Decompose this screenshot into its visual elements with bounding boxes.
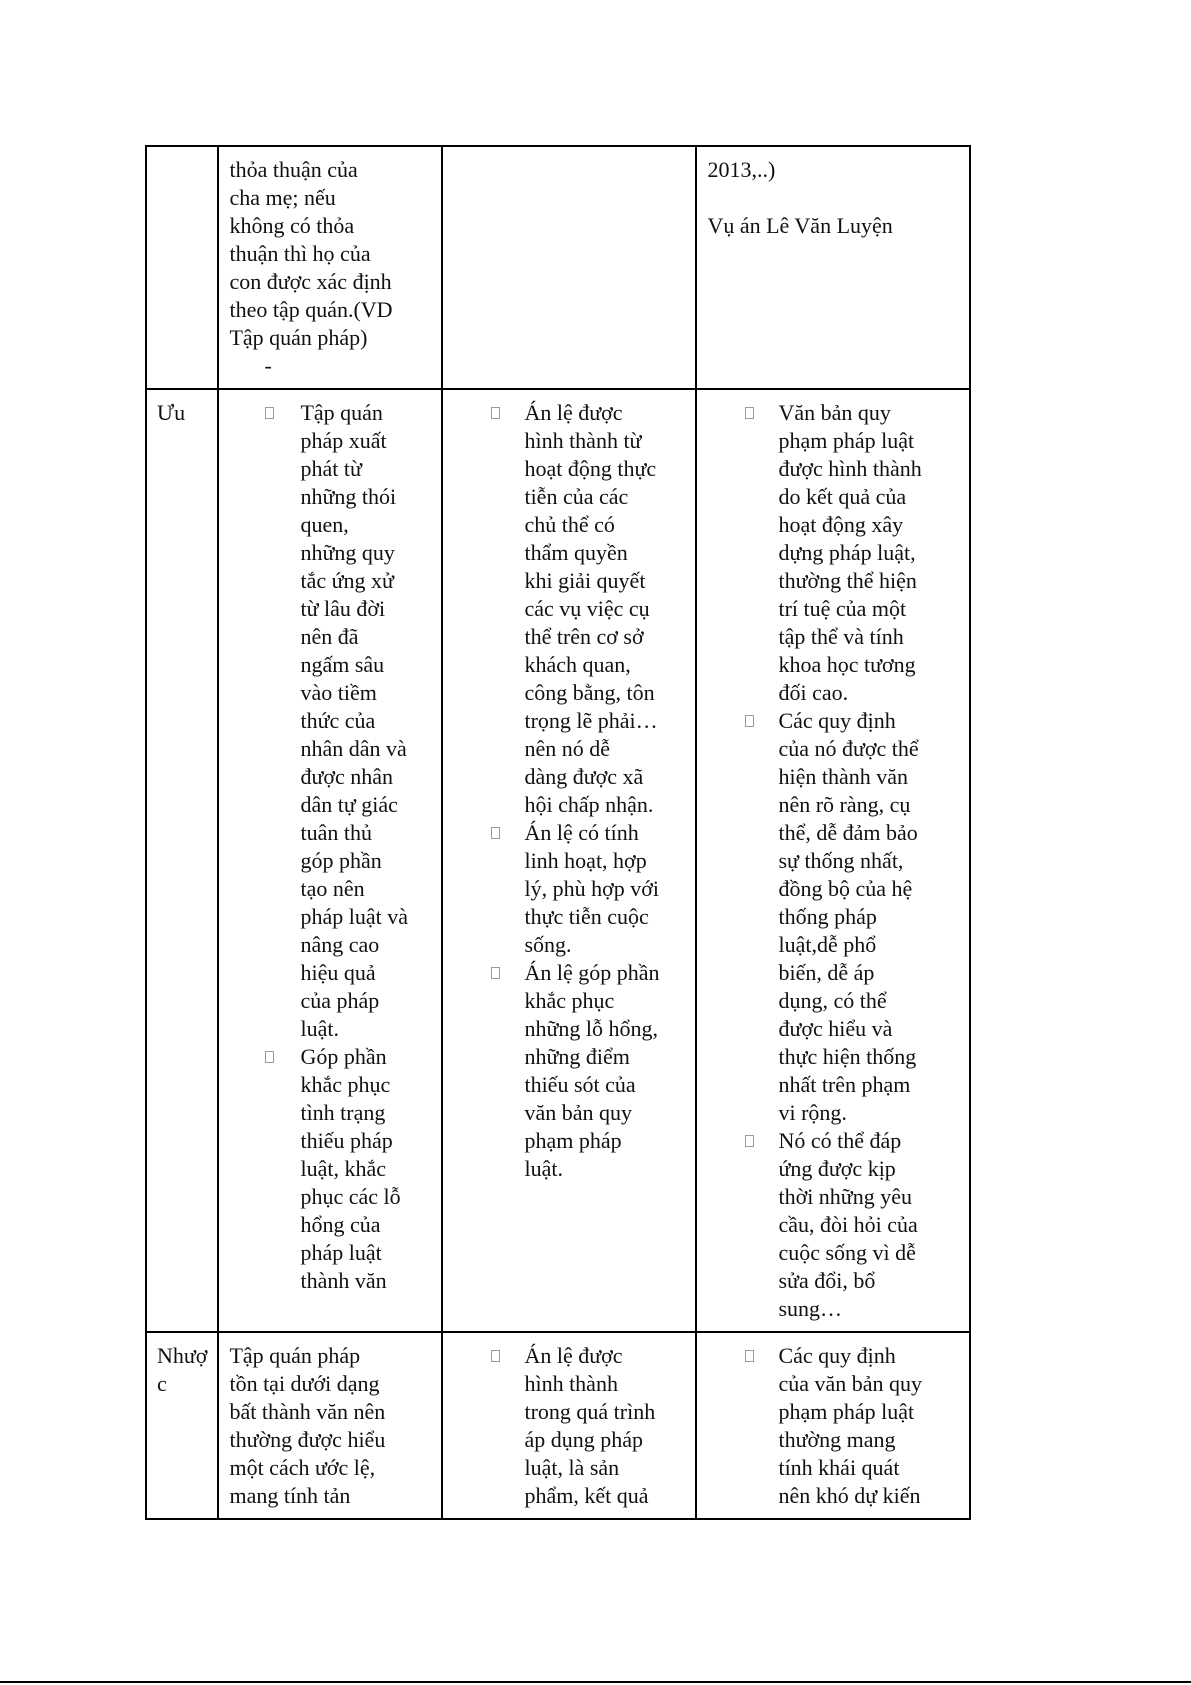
bullet-box-icon (745, 715, 754, 727)
row-label-text: Ưu (157, 400, 186, 425)
bullet-list (453, 1342, 685, 1510)
paragraph-customary-law-drawback: Tập quán pháp tồn tại dưới dạng bất thành văn nên thường được hiểu một cách ước lệ, mang tính tản (229, 1343, 386, 1508)
bullet-box-icon (491, 407, 500, 419)
list-item: Góp phần khắc phục tình trạng thiếu pháp luật, khắc phục các lỗ hổng của pháp luật thành văn (229, 1043, 431, 1295)
bullet-list (707, 1342, 959, 1510)
row-label-disadvantages (146, 1332, 218, 1519)
list-item: Các quy định của nó được thể hiện thành văn nên rõ ràng, cụ thể, dễ đảm bảo sự thống nhất, đồng bộ của hệ thống pháp luật,dễ phổ biến, dễ áp dụng, có thể được hiểu và thực hiện thống nhất trên phạm vi rộng. (707, 707, 959, 1127)
bullet-box-icon (745, 407, 754, 419)
paragraph-customary-law-example: thỏa thuận của cha mẹ; nếu không có thỏa thuận thì họ của con được xác định theo tập quán.(VD Tập quán pháp) (229, 157, 393, 350)
bullet-box-icon (491, 827, 500, 839)
table-row-advantages (146, 389, 970, 1332)
dash-list-marker: - (264, 353, 272, 378)
cell-legal-document-advantages (696, 389, 970, 1332)
list-item: Văn bản quy phạm pháp luật được hình thành do kết quả của hoạt động xây dựng pháp luật, thường thể hiện trí tuệ của một tập thể và tính khoa học tương đối cao. (707, 399, 959, 707)
row-label-text: Nhượ c (157, 1343, 208, 1396)
cell-precedent-disadvantages (442, 1332, 696, 1519)
paragraph-year-reference: 2013,..) (707, 157, 776, 182)
list-item: Tập quán pháp xuất phát từ những thói quen, những quy tắc ứng xử từ lâu đời nên đã ngấm sâu vào tiềm thức của nhân dân và được nhân dân tự giác tuân thủ góp phần tạo nên pháp luật và nâng cao hiệu quả của pháp luật. (229, 399, 431, 1043)
table-row-disadvantages (146, 1332, 970, 1519)
row-label-advantages (146, 389, 218, 1332)
cell-customary-law-disadvantages (218, 1332, 442, 1519)
list-item: Án lệ có tính linh hoạt, hợp lý, phù hợp với thực tiễn cuộc sống. (453, 819, 685, 959)
bullet-box-icon (265, 1051, 274, 1063)
row-label-cell-empty (146, 146, 218, 389)
list-item: Án lệ được hình thành từ hoạt động thực tiễn của các chủ thể có thẩm quyền khi giải quyết các vụ việc cụ thể trên cơ sở khách quan, công bằng, tôn trọng lẽ phải… nên nó dễ dàng được xã hội chấp nhận. (453, 399, 685, 819)
list-item: Án lệ góp phần khắc phục những lỗ hổng, những điểm thiếu sót của văn bản quy phạm pháp luật. (453, 959, 685, 1183)
cell-customary-law-advantages (218, 389, 442, 1332)
bullet-box-icon (491, 967, 500, 979)
bullet-list (453, 399, 685, 1183)
cell-precedent-empty (442, 146, 696, 389)
page-bottom-rule (0, 1681, 1191, 1683)
comparison-table (145, 145, 971, 1520)
list-item: Án lệ được hình thành trong quá trình áp dụng pháp luật, là sản phẩm, kết quả (453, 1342, 685, 1510)
cell-customary-law-continued (218, 146, 442, 389)
list-item: Các quy định của văn bản quy phạm pháp luật thường mang tính khái quát nên khó dự kiến (707, 1342, 959, 1510)
cell-legal-document-continued (696, 146, 970, 389)
bullet-box-icon (491, 1350, 500, 1362)
cell-precedent-advantages (442, 389, 696, 1332)
bullet-list (229, 399, 431, 1295)
list-item: Nó có thể đáp ứng được kịp thời những yêu cầu, đòi hỏi của cuộc sống vì dễ sửa đổi, bổ sung… (707, 1127, 959, 1323)
cell-legal-document-disadvantages (696, 1332, 970, 1519)
table-row-continuation (146, 146, 970, 389)
bullet-box-icon (745, 1135, 754, 1147)
paragraph-case-name: Vụ án Lê Văn Luyện (707, 213, 893, 238)
bullet-list (707, 399, 959, 1323)
bullet-box-icon (745, 1350, 754, 1362)
bullet-box-icon (265, 407, 274, 419)
